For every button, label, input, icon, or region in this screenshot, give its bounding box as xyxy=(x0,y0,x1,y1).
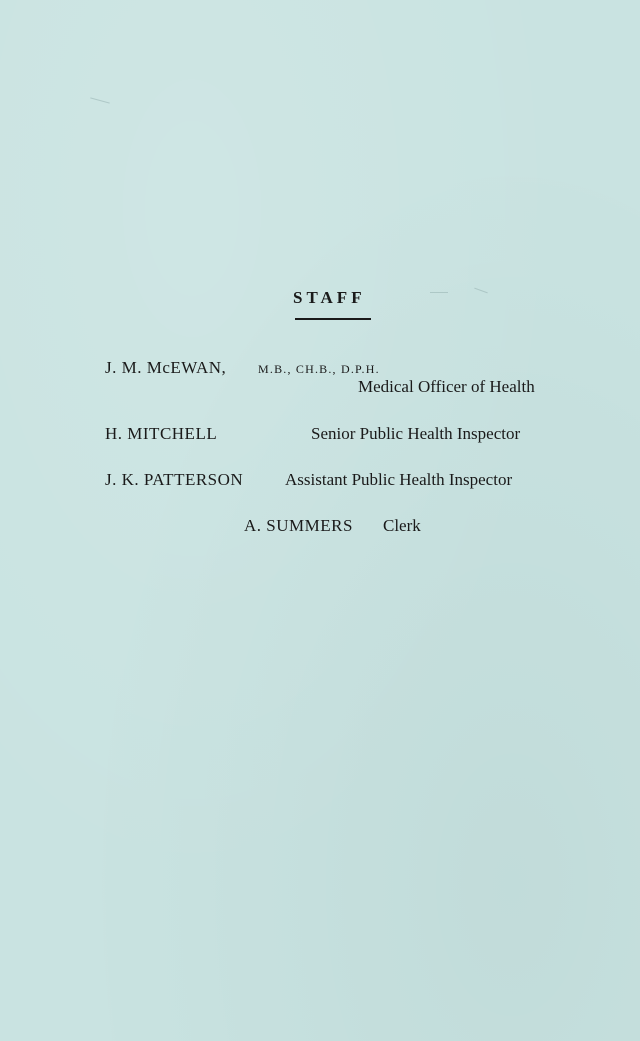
staff-role: Medical Officer of Health xyxy=(358,377,535,396)
staff-name: A. SUMMERS xyxy=(244,516,353,535)
heading-underline xyxy=(295,318,371,320)
staff-name: H. MITCHELL xyxy=(105,424,218,443)
paper-fleck xyxy=(90,97,110,103)
paper-fleck xyxy=(474,288,487,294)
staff-role: Clerk xyxy=(383,516,421,535)
staff-name: J. K. PATTERSON xyxy=(105,470,244,489)
staff-qualifications: M.B., CH.B., D.P.H. xyxy=(258,362,380,376)
staff-role: Senior Public Health Inspector xyxy=(311,424,521,443)
section-heading: STAFF xyxy=(293,288,366,307)
paper-fleck xyxy=(430,292,448,293)
staff-name: J. M. McEWAN, xyxy=(105,358,227,377)
staff-role: Assistant Public Health Inspector xyxy=(285,470,513,489)
